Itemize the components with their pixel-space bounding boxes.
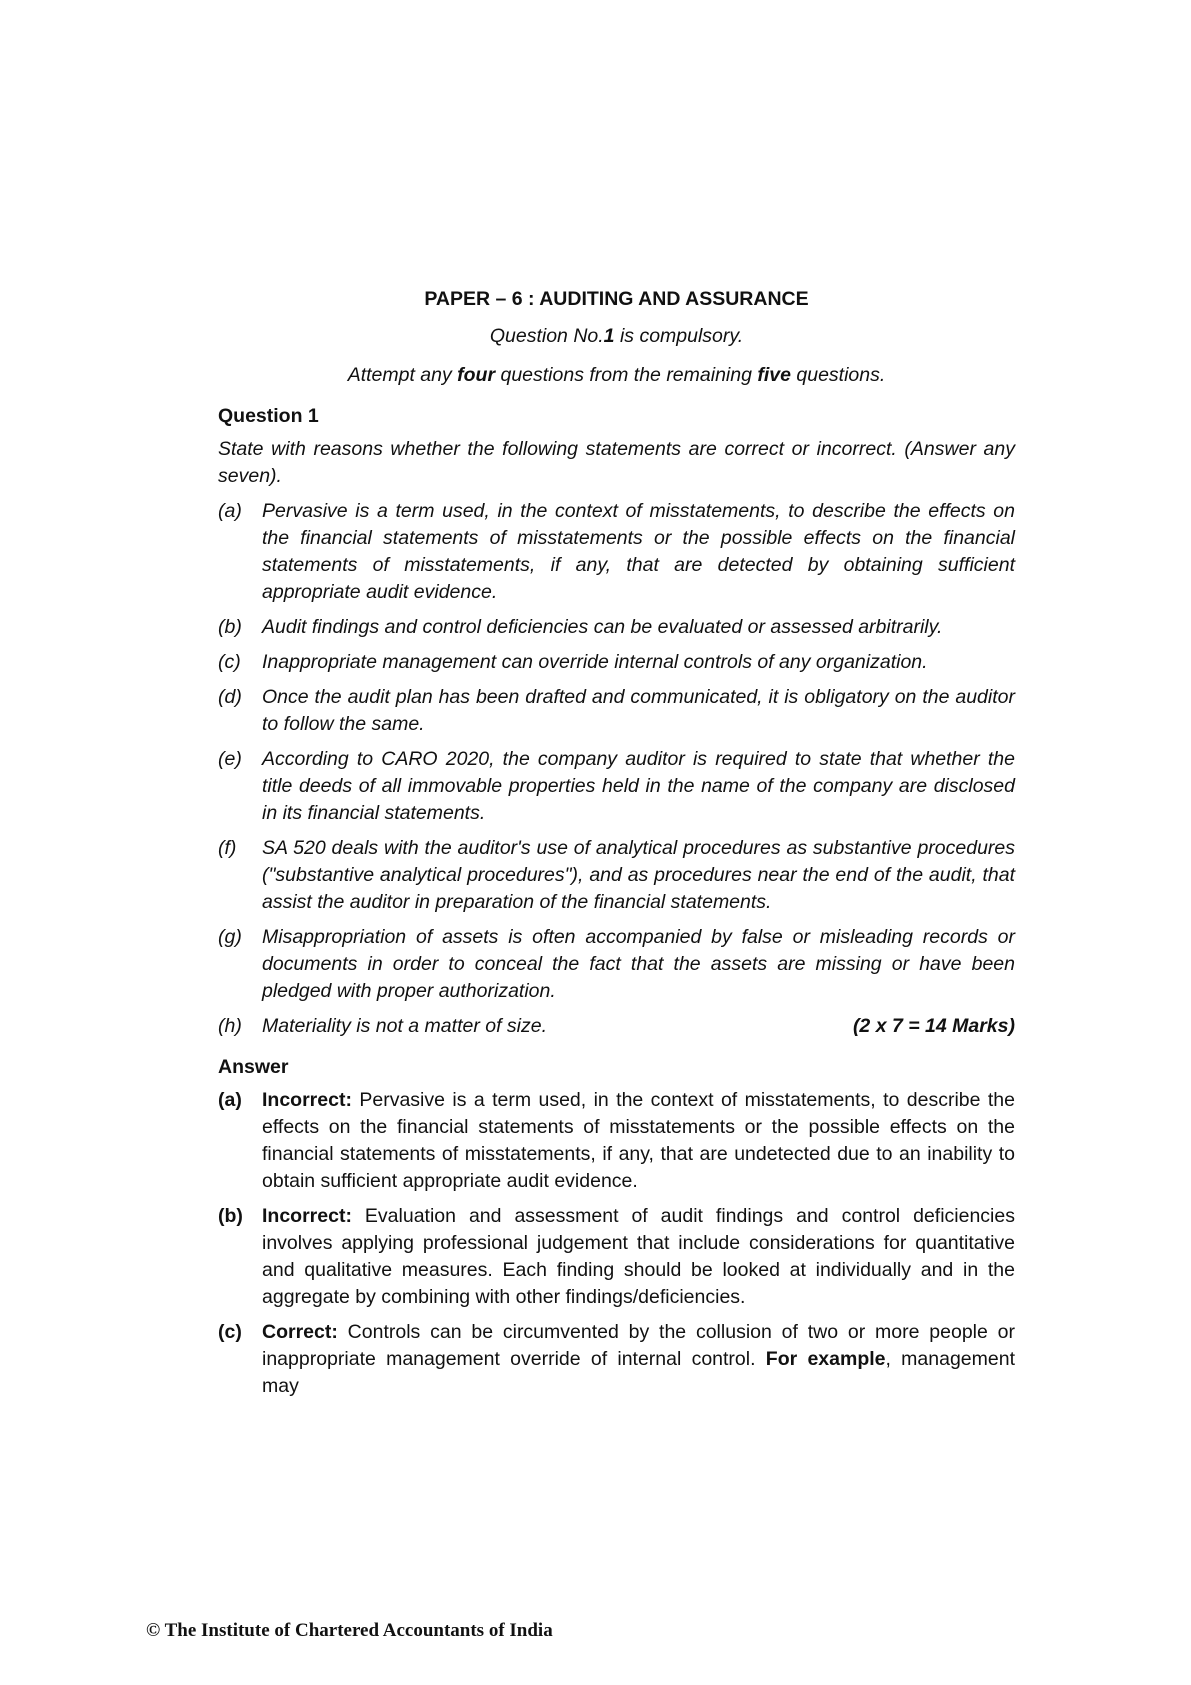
page-content — [218, 286, 1015, 1408]
answer-item-a — [218, 1087, 1015, 1195]
marks-allocation: (2 x 7 = 14 Marks) — [852, 1015, 1015, 1037]
item-label: (b) — [218, 1205, 243, 1227]
instruction-compulsory: Question No.1 is compulsory. — [489, 325, 744, 347]
item-text: Inappropriate management can override internal controls of any organization. — [262, 651, 928, 673]
question-item-c — [218, 649, 1015, 676]
item-text: SA 520 deals with the auditor's use of analytical procedures as substantive procedures ("substantive analytical procedures"), and as procedures near the end of the audit, that assist the auditor in preparation of the financial statements. — [262, 837, 1015, 913]
verdict: Incorrect: — [262, 1205, 352, 1227]
question-item-d — [218, 684, 1015, 738]
emphasis: For example — [765, 1348, 886, 1370]
verdict: Incorrect: — [262, 1089, 352, 1111]
item-text: Incorrect: Pervasive is a term used, in the context of misstatements, to describe the effects on the financial statements of misstatements or the possible effects on the financial statements of misstatements, if any, that are undetected due to an inability to obtain sufficient appropriate audit evidence. — [262, 1089, 1015, 1192]
item-label: (d) — [218, 686, 242, 708]
question-item-b — [218, 614, 1015, 641]
item-text: According to CARO 2020, the company auditor is required to state that whether the title deeds of all immovable properties held in the name of the company are disclosed in its financial statements. — [262, 748, 1015, 824]
item-text: Once the audit plan has been drafted and communicated, it is obligatory on the auditor to follow the same. — [262, 686, 1015, 735]
item-text: Misappropriation of assets is often accompanied by false or misleading records or documents in order to conceal the fact that the assets are missing or have been pledged with proper authorization. — [262, 926, 1015, 1002]
instruction-attempt: Attempt any four questions from the remaining five questions. — [347, 364, 886, 386]
item-label: (a) — [218, 1089, 242, 1111]
item-text: Correct: Controls can be circumvented by the collusion of two or more people or inappropriate management override of internal control. For example, management may — [262, 1321, 1015, 1397]
item-label: (g) — [218, 926, 242, 948]
question-item-e — [218, 746, 1015, 827]
answer-list — [218, 1087, 1015, 1400]
item-label: (e) — [218, 748, 242, 770]
copyright-footer: © The Institute of Chartered Accountants of India — [146, 1620, 553, 1641]
answer-heading: Answer — [218, 1056, 289, 1078]
item-text: Incorrect: Evaluation and assessment of audit findings and control deficiencies involves applying professional judgement that include considerations for quantitative and qualitative measures. Each finding should be looked at individually and in the aggregate by combining with other findings/deficiencies. — [262, 1205, 1015, 1308]
question-item-f — [218, 835, 1015, 916]
question-item-a — [218, 498, 1015, 606]
item-text: Audit findings and control deficiencies can be evaluated or assessed arbitrarily. — [262, 616, 943, 638]
answer-item-b — [218, 1203, 1015, 1311]
question-item-g — [218, 924, 1015, 1005]
question-item-h — [218, 1013, 1015, 1040]
item-label: (h) — [218, 1015, 242, 1037]
answer-item-c — [218, 1319, 1015, 1400]
item-text: Pervasive is a term used, in the context of misstatements, to describe the effects on the financial statements of misstatements or the possible effects on the financial statements of misstatements, if any, that are detected by obtaining sufficient appropriate audit evidence. — [262, 500, 1015, 603]
item-label: (f) — [218, 837, 237, 859]
paper-title: PAPER – 6 : AUDITING AND ASSURANCE — [424, 288, 809, 310]
question-intro: State with reasons whether the following statements are correct or incorrect. (Answer any seven). — [218, 438, 1015, 487]
question-list — [218, 498, 1015, 1040]
item-label: (c) — [218, 651, 241, 673]
item-label: (a) — [218, 500, 242, 522]
item-text-with-marks: (2 x 7 = 14 Marks) Materiality is not a matter of size. — [262, 1013, 1015, 1040]
item-label: (b) — [218, 616, 242, 638]
verdict: Correct: — [262, 1321, 338, 1343]
item-label: (c) — [218, 1321, 242, 1343]
question-heading: Question 1 — [218, 405, 319, 427]
